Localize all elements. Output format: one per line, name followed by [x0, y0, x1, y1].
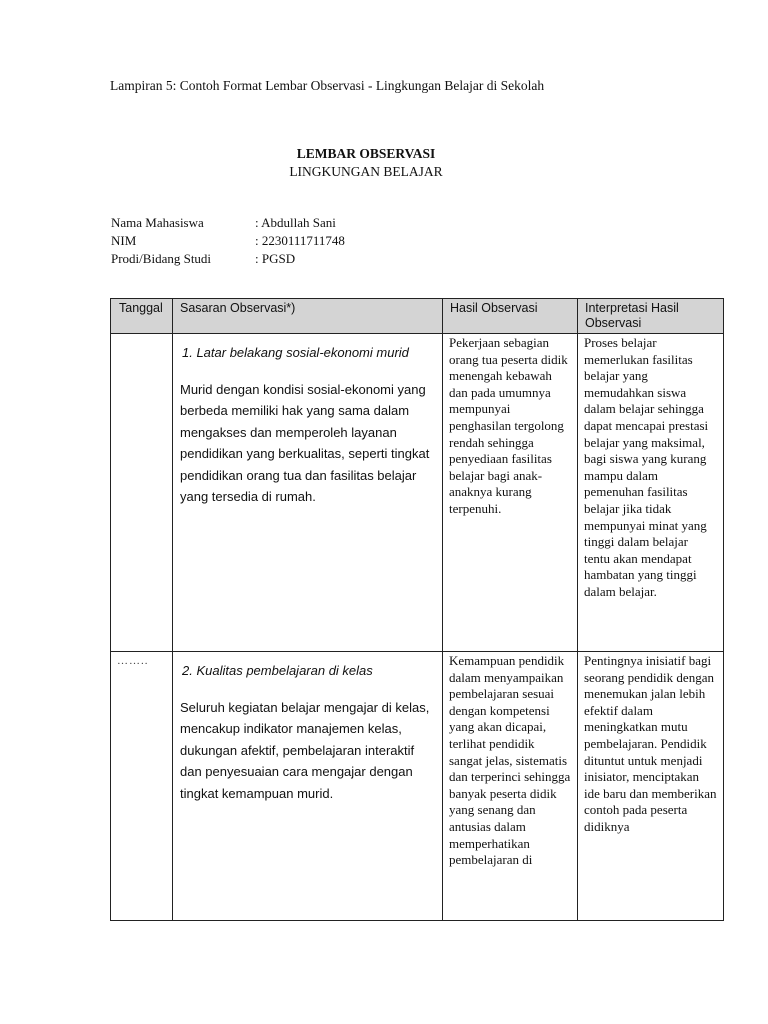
- document-title: LEMBAR OBSERVASI: [296, 146, 436, 161]
- interpretation-cell: Proses belajar memerlukan fasilitas belajar yang memudahkan siswa dalam belajar sehingga dapat mencapai prestasi belajar yang maksimal, bagi siswa yang kurang mampu dalam pemenuhan fasilitas belajar jika tidak mempunyai minat yang tinggi dalam belajar tentu akan mendapat hambatan yang tinggi dalam belajar.: [578, 334, 724, 652]
- header-interpretation: Interpretasi Hasil Observasi: [578, 299, 724, 334]
- info-row-program: [111, 250, 345, 268]
- header-result: Hasil Observasi: [443, 299, 578, 334]
- observation-table: [110, 298, 724, 921]
- target-cell: [173, 334, 443, 652]
- info-row-nim: [111, 232, 345, 250]
- info-row-name: [111, 214, 345, 232]
- header-target: Sasaran Observasi*): [173, 299, 443, 334]
- result-cell: Kemampuan pendidik dalam menyampaikan pembelajaran sesuai dengan kompetensi yang akan dicapai, terlihat pendidik sangat jelas, sistematis dan terperinci sehingga banyak peserta didik yang senang dan antusias dalam memperhatikan pembelajaran di: [443, 652, 578, 921]
- table-row: [111, 652, 724, 921]
- target-description: Murid dengan kondisi sosial-ekonomi yang berbeda memiliki hak yang sama dalam mengakses dan memperoleh layanan pendidikan yang berkualitas, seperti tingkat pendidikan orang tua dan fasilitas belajar yang tersedia di rumah.: [180, 381, 430, 504]
- info-label: NIM: [111, 233, 137, 248]
- date-cell: [111, 334, 173, 652]
- target-cell: [173, 652, 443, 921]
- interpretation-cell: Pentingnya inisiatif bagi seorang pendidik dengan menemukan jalan lebih efektif dalam meningkatkan mutu pembelajaran. Pendidik dituntut untuk menjadi inisiator, menciptakan ide baru dan memberikan contoh pada peserta didiknya: [578, 652, 724, 921]
- table-header-row: [111, 299, 724, 334]
- info-value: : PGSD: [255, 251, 296, 266]
- table-row: [111, 334, 724, 652]
- info-value: : Abdullah Sani: [255, 215, 336, 230]
- student-info: [111, 214, 345, 268]
- info-value: : 2230111711748: [255, 233, 345, 248]
- info-label: Prodi/Bidang Studi: [111, 251, 212, 266]
- title-block: [0, 145, 732, 181]
- info-label: Nama Mahasiswa: [111, 215, 204, 230]
- date-cell: ……..: [111, 652, 173, 921]
- target-title: 1. Latar belakang sosial-ekonomi murid: [182, 345, 409, 360]
- appendix-heading: Lampiran 5: Contoh Format Lembar Observasi - Lingkungan Belajar di Sekolah: [110, 78, 545, 93]
- target-description: Seluruh kegiatan belajar mengajar di kelas, mencakup indikator manajemen kelas, dukungan afektif, pembelajaran interaktif dan penyesuaian cara mengajar dengan tingkat kemampuan murid.: [180, 699, 430, 801]
- header-date: Tanggal: [111, 299, 173, 334]
- document-subtitle: LINGKUNGAN BELAJAR: [289, 164, 443, 179]
- target-title: 2. Kualitas pembelajaran di kelas: [182, 663, 373, 678]
- result-cell: Pekerjaan sebagian orang tua peserta didik menengah kebawah dan pada umumnya mempunyai penghasilan tergolong rendah sehingga penyediaan fasilitas belajar bagi anak-anaknya kurang terpenuhi.: [443, 334, 578, 652]
